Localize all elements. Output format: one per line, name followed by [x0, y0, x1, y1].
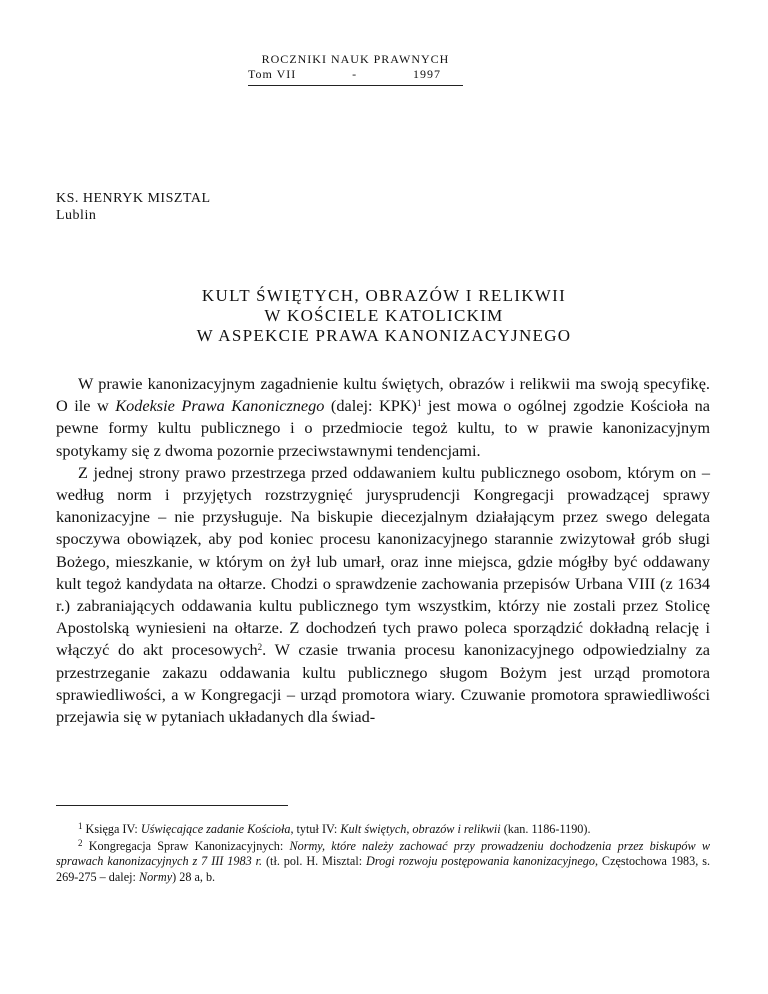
italic-title: Normy, które należy zachować przy prowadzeniu dochodzenia przez biskupów w sprawach kanonizacyjnych z 7 III 1983 r. [56, 838, 710, 868]
text-run: ) 28 a, b. [172, 869, 216, 884]
text-run: , tytuł IV: [290, 822, 341, 836]
article-title [56, 286, 712, 346]
footnotes [56, 822, 710, 886]
author-block [56, 190, 211, 224]
article-body [56, 373, 710, 728]
text-run: Z jednej strony prawo przestrzega przed oddawaniem kultu publicznego osobom, którym on – według norm i przyjętych rozstrzygnięć jurysprudencji Kongregacji prowadzącej sprawy kanonizacyjne – nie przysługuje. Na biskupie diecezjalnym działającym przez swego delegata spoczywa obowiązek, aby pod koniec procesu kanonizacyjnego starannie zwizytował grób sługi Bożego, mieszkanie, w którym on żył lub umarł, oraz inne miejsca, gdzie mógłby być oddawany kult tegoż kandydata na ołtarze. Chodzi o sprawdzenie zachowania przepisów Urbana VIII (z 1634 r.) zabraniających oddawania kultu publicznego tym wszystkim, którzy nie zostali przez Stolicę Apostolską wyniesieni na ołtarze. Z dochodzeń tych prawo poleca sporządzić dokładną relację i włączyć do akt procesowych [56, 462, 710, 660]
footnote-number: 2 [78, 837, 83, 848]
italic-title: Kult świętych, obrazów i relikwii [340, 822, 501, 836]
italic-title: Normy [138, 869, 173, 884]
volume: Tom VII [248, 67, 297, 81]
running-header [248, 52, 463, 86]
text-run: , Częstochowa 1983, s. 269-275 – dalej: [56, 854, 710, 884]
author-city: Lublin [56, 208, 97, 223]
text-run: . W czasie trwania procesu kanonizacyjnego odpowiedzialny za przestrzeganie zakazu oddawania kultu publicznego sługom Bożym jest urząd promotora sprawiedliwości, a w Kongregacji – urząd promotora wiary. Czuwanie promotora sprawiedliwości przejawia się w pytaniach układanych dla świad- [56, 640, 711, 727]
year: 1997 [413, 67, 441, 81]
italic-title: Drogi rozwoju postępowania kanonizacyjnego [366, 854, 595, 868]
footnote-separator [56, 805, 288, 806]
footnote-number: 1 [78, 821, 83, 831]
paragraph-2 [56, 462, 710, 728]
text-run: Kongregacja Spraw Kanonizacyjnych: [82, 838, 290, 853]
text-run: W prawie kanonizacyjnym zagadnienie kultu świętych, obrazów i relikwii ma swoją specyfikę. O ile w [56, 374, 710, 416]
text-run: Księga IV: [82, 822, 141, 836]
title-line-3: W ASPEKCIE PRAWA KANONIZACYJNEGO [196, 326, 572, 345]
footnote-ref-1[interactable]: 1 [416, 398, 422, 409]
text-run: jest mowa o ogólnej zgodzie Kościoła na pewne formy kultu publicznego i o przedmiocie tegoż kultu, to w prawie kanonizacyjnym spotykamy się z dwoma pozornie przeciwstawnymi tendencjami. [56, 396, 711, 460]
title-line-1: KULT ŚWIĘTYCH, OBRAZÓW I RELIKWII [201, 286, 567, 305]
italic-title: Kodeksie Prawa Kanonicznego [115, 396, 325, 416]
italic-title: Uświęcające zadanie Kościoła [140, 822, 291, 836]
header-rule [248, 85, 463, 86]
footnote-ref-2[interactable]: 2 [257, 642, 263, 653]
footnote-2 [56, 839, 710, 886]
text-run: (dalej: KPK) [324, 396, 417, 416]
volume-dash: - [352, 67, 358, 81]
author-name: KS. HENRYK MISZTAL [56, 191, 211, 206]
text-run: (kan. 1186-1190). [500, 822, 591, 836]
title-line-2: W KOŚCIELE KATOLICKIM [264, 306, 504, 325]
paragraph-1 [56, 373, 710, 462]
journal-title: ROCZNIKI NAUK PRAWNYCH [261, 52, 450, 66]
text-run: (tł. pol. H. Misztal: [262, 854, 367, 868]
volume-line [248, 67, 463, 82]
footnote-1 [56, 822, 710, 838]
